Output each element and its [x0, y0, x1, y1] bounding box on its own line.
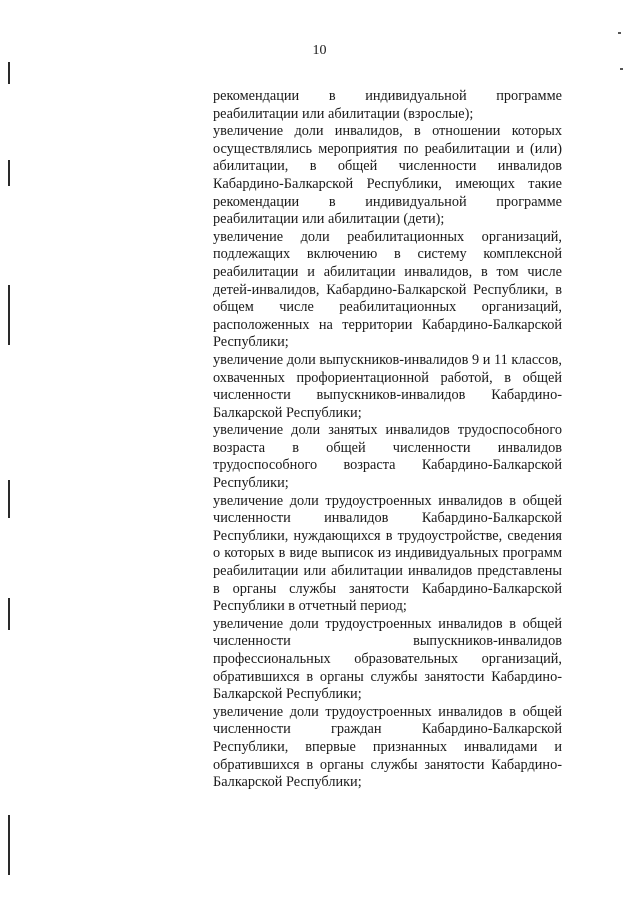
paragraph: увеличение доли трудоустроенных инвалидов в общей численности граждан Кабардино-Балкарской Республики, впервые признанных инвалидами и обратившихся в органы службы занятости Кабардино-Балкарской Республики;	[213, 703, 562, 791]
scan-edge-mark	[8, 598, 10, 630]
scan-speck	[618, 32, 621, 34]
scan-edge-mark	[8, 815, 10, 875]
document-body	[213, 88, 562, 792]
scan-edge-mark	[8, 62, 10, 84]
paragraph: увеличение доли реабилитационных организаций, подлежащих включению в систему комплексной реабилитации и абилитации инвалидов, в том числе детей-инвалидов, Кабардино-Балкарской Республики, в общем числе реабилитационных организаций, расположенных на территории Кабардино-Балкарской Республики;	[213, 228, 562, 351]
page-number: 10	[312, 43, 327, 58]
scan-edge-mark	[8, 480, 10, 518]
paragraph: увеличение доли выпускников-инвалидов 9 и 11 классов, охваченных профориентационной работой, в общей численности выпускников-инвалидов Кабардино-Балкарской Республики;	[213, 351, 562, 421]
paragraph: увеличение доли инвалидов, в отношении которых осуществлялись мероприятия по реабилитации и (или) абилитации, в общей численности инвалидов Кабардино-Балкарской Республики, имеющих такие рекомендации в индивидуальной программе реабилитации или абилитации (дети);	[213, 123, 562, 228]
paragraph: рекомендации в индивидуальной программе реабилитации или абилитации (взрослые);	[213, 88, 562, 122]
scan-speck	[620, 68, 623, 70]
paragraph: увеличение доли занятых инвалидов трудоспособного возраста в общей численности инвалидов трудоспособного возраста Кабардино-Балкарской Республики;	[213, 422, 562, 492]
scan-edge-mark	[8, 160, 10, 186]
paragraph: увеличение доли трудоустроенных инвалидов в общей численности выпускников-инвалидов профессиональных образовательных организаций, обратившихся в органы службы занятости Кабардино-Балкарской Республики;	[213, 615, 562, 703]
paragraph: увеличение доли трудоустроенных инвалидов в общей численности инвалидов Кабардино-Балкарской Республики, нуждающихся в трудоустройстве, сведения о которых в виде выписок из индивидуальных программ реабилитации или абилитации инвалидов представлены в органы службы занятости Кабардино-Балкарской Республики в отчетный период;	[213, 492, 562, 615]
scan-edge-mark	[8, 285, 10, 345]
